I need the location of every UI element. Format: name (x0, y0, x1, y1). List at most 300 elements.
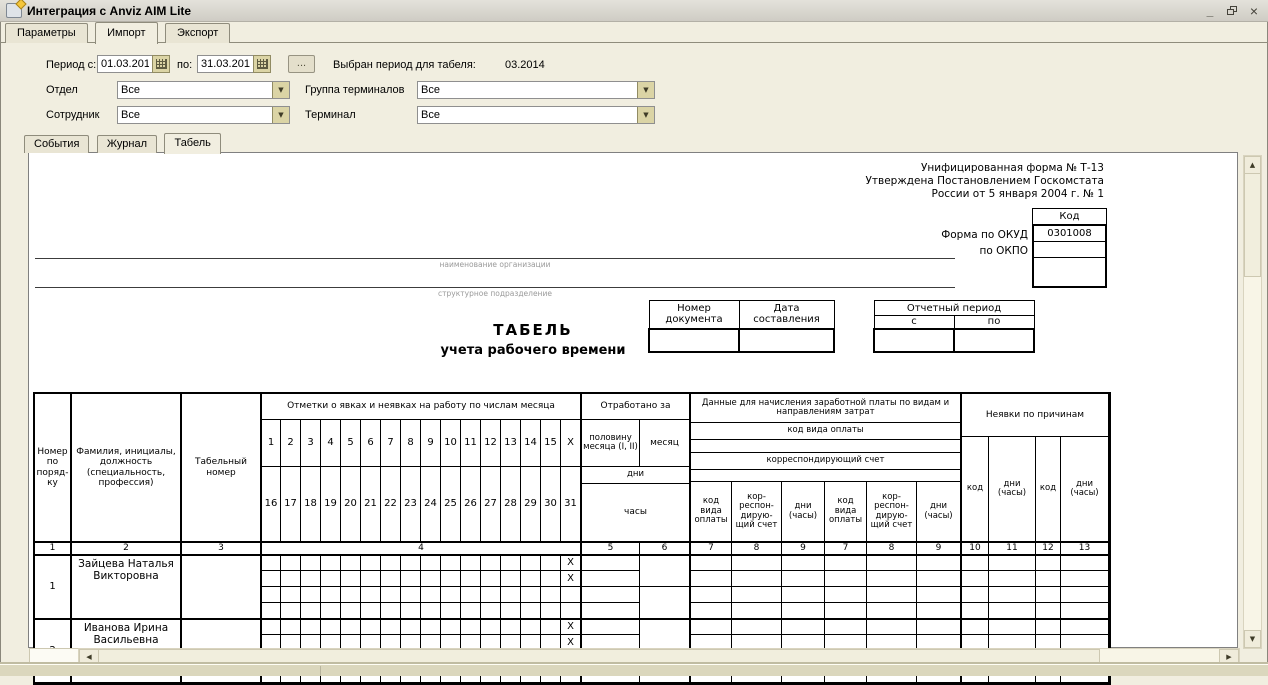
form-title-sub: учета рабочего времени (440, 343, 626, 358)
minimize-button[interactable]: _ (1206, 3, 1214, 18)
day-cell (361, 603, 381, 619)
ts-empty-cell (732, 555, 782, 571)
col-header: код (961, 437, 989, 542)
day-cell (361, 587, 381, 603)
day-cell (501, 555, 521, 571)
vertical-scroll-thumb[interactable] (1244, 173, 1261, 277)
day-header-cell: 26 (461, 467, 481, 542)
day-cell (561, 587, 581, 603)
employee-combo-value: Все (121, 109, 140, 121)
ts-empty-cell (782, 619, 825, 635)
col-header: Номер по поряд-ку (35, 394, 71, 542)
calendar-icon (156, 59, 167, 69)
ts-empty-cell (581, 587, 640, 603)
code-box-empty-cell (1034, 258, 1105, 286)
ts-empty-cell (640, 619, 690, 651)
ts-empty-cell (961, 571, 989, 587)
col-number: 3 (181, 542, 261, 555)
report-period-from-header: с (874, 316, 954, 329)
day-header-cell: 4 (321, 420, 341, 467)
code-box (1032, 208, 1107, 288)
day-cell (341, 603, 361, 619)
day-cell (541, 587, 561, 603)
period-from-label: Период с: (46, 59, 97, 71)
triangle-right-icon: ▶ (1226, 652, 1232, 661)
ts-empty-cell (961, 555, 989, 571)
chosen-period-label: Выбран период для табеля: (333, 59, 476, 71)
terminal-label: Терминал (305, 109, 356, 121)
terminal-combo-dropdown-button[interactable] (637, 107, 654, 123)
horizontal-scroll-thumb[interactable] (98, 649, 1100, 665)
day-cell (441, 619, 461, 635)
chevron-down-icon: ▼ (643, 85, 649, 94)
day-cell (281, 571, 301, 587)
day-cell (521, 603, 541, 619)
day-header-cell: X (561, 420, 581, 467)
col-header: дни (часы) (782, 482, 825, 542)
ts-empty-cell (1061, 555, 1109, 571)
day-header-cell: 5 (341, 420, 361, 467)
employee-label: Сотрудник (46, 109, 100, 121)
day-cell (541, 555, 561, 571)
day-cell (461, 571, 481, 587)
close-button[interactable]: × (1249, 2, 1259, 19)
col-number: 5 (581, 542, 640, 555)
window-title: Интеграция с Anviz AIM Lite (27, 3, 192, 18)
ts-empty-cell (867, 555, 917, 571)
ts-empty-cell (732, 571, 782, 587)
ts-empty-cell (640, 587, 690, 619)
ts-empty-cell (917, 587, 961, 603)
ts-empty-cell (782, 603, 825, 619)
day-cell (341, 619, 361, 635)
chevron-down-icon: ▼ (278, 110, 284, 119)
day-header-cell: 12 (481, 420, 501, 467)
col-number: 9 (917, 542, 961, 555)
ts-empty-cell (782, 571, 825, 587)
ts-empty-cell (917, 571, 961, 587)
report-period-box (873, 300, 1035, 353)
scroll-right-button[interactable] (1219, 649, 1239, 665)
vertical-scrollbar[interactable] (1243, 155, 1262, 649)
day-cell (541, 603, 561, 619)
day-header-cell: 23 (401, 467, 421, 542)
x-mark-cell: X (561, 555, 581, 571)
ts-empty-cell (961, 619, 989, 635)
day-cell (421, 603, 441, 619)
col-number: 8 (732, 542, 782, 555)
col-header: кор-респон-дирую-щий счет (732, 482, 782, 542)
day-cell (261, 587, 281, 603)
day-cell (301, 619, 321, 635)
col-header: Табельный номер (181, 394, 261, 542)
day-cell (381, 571, 401, 587)
col-header: корреспондирующий счет (690, 453, 961, 470)
ts-empty-cell (581, 571, 640, 587)
day-cell (341, 571, 361, 587)
ts-empty-cell (1061, 571, 1109, 587)
ts-empty-cell (581, 619, 640, 635)
day-header-cell: 13 (501, 420, 521, 467)
day-cell (321, 587, 341, 603)
chevron-down-icon: ▼ (643, 110, 649, 119)
day-cell (361, 571, 381, 587)
period-from-calendar-button[interactable] (152, 55, 170, 73)
ts-empty-cell (690, 571, 732, 587)
absence-caption: Неявки по причинам (961, 394, 1109, 437)
col-header: половину месяца (I, II) (581, 420, 640, 467)
ts-empty-cell (581, 555, 640, 571)
period-to-label: по: (177, 59, 193, 71)
col-number: 4 (261, 542, 581, 555)
day-cell (501, 619, 521, 635)
ts-empty-cell (640, 555, 690, 587)
day-cell (401, 603, 421, 619)
day-cell (341, 587, 361, 603)
ts-empty-cell (581, 603, 640, 619)
employee-combo-dropdown-button[interactable] (272, 107, 289, 123)
t13-header-lines (865, 162, 1104, 201)
day-cell (441, 555, 461, 571)
code-box-title: Код (1032, 208, 1107, 225)
day-cell (361, 619, 381, 635)
scroll-up-button[interactable] (1244, 156, 1261, 174)
ts-empty-cell (917, 619, 961, 635)
day-cell (261, 555, 281, 571)
col-header: дни (часы) (917, 482, 961, 542)
day-header-cell: 29 (521, 467, 541, 542)
day-cell (401, 619, 421, 635)
day-cell (481, 571, 501, 587)
day-cell (421, 587, 441, 603)
col-header: дни (581, 467, 690, 484)
doc-date-value (739, 329, 834, 352)
day-cell (541, 571, 561, 587)
day-header-cell: 7 (381, 420, 401, 467)
calendar-icon (257, 59, 268, 69)
timesheet-grid (33, 392, 1111, 685)
ts-empty-cell (1036, 619, 1061, 635)
tab-timesheet[interactable]: Табель (164, 133, 220, 154)
ts-empty-cell (989, 603, 1036, 619)
ts-empty-cell (690, 587, 732, 603)
ts-empty-cell (961, 587, 989, 603)
day-header-cell: 17 (281, 467, 301, 542)
ts-empty-cell (917, 603, 961, 619)
day-cell (521, 619, 541, 635)
termgroup-label: Группа терминалов (305, 84, 405, 96)
timesheet-form-panel (28, 152, 1238, 648)
status-bar (0, 664, 1268, 676)
col-number: 12 (1036, 542, 1061, 555)
ts-empty-cell (867, 619, 917, 635)
ts-empty-cell (1036, 555, 1061, 571)
day-header-cell: 15 (541, 420, 561, 467)
x-mark-cell: X (561, 571, 581, 587)
day-cell (281, 603, 301, 619)
tab-events[interactable]: События (24, 135, 89, 153)
col-header: код вида оплаты (825, 482, 867, 542)
day-cell (401, 571, 421, 587)
period-from-field[interactable] (97, 55, 153, 73)
document-number-box (648, 300, 835, 353)
day-cell (461, 555, 481, 571)
day-header-cell: 31 (561, 467, 581, 542)
day-cell (461, 619, 481, 635)
report-period-from-value (874, 329, 954, 352)
period-more-button[interactable]: ... (288, 55, 315, 73)
row-number: 1 (35, 555, 71, 619)
day-cell (261, 619, 281, 635)
terminal-combo[interactable] (417, 106, 655, 124)
day-cell (301, 571, 321, 587)
tab-import[interactable]: Импорт (95, 22, 157, 44)
doc-date-header: Дата составления (739, 301, 834, 329)
app-form-icon (6, 3, 22, 18)
ts-empty-cell (690, 440, 961, 453)
ts-empty-cell (690, 603, 732, 619)
chosen-period-value: 03.2014 (505, 59, 545, 71)
day-header-cell: 16 (261, 467, 281, 542)
day-cell (481, 587, 501, 603)
day-cell (521, 587, 541, 603)
day-cell (421, 619, 441, 635)
termgroup-combo[interactable] (417, 81, 655, 99)
dept-combo-value: Все (121, 84, 140, 96)
ts-empty-cell (1036, 587, 1061, 603)
day-header-cell: 2 (281, 420, 301, 467)
ts-empty-cell (1036, 571, 1061, 587)
terminal-combo-value: Все (421, 109, 440, 121)
termgroup-combo-value: Все (421, 84, 440, 96)
tab-number-cell (181, 555, 261, 619)
main-tab-strip (0, 22, 1268, 43)
ts-empty-cell (690, 555, 732, 571)
employee-name: Зайцева Наталья Викторовна (71, 555, 181, 619)
period-to-calendar-button[interactable] (253, 55, 271, 73)
t13-header-line: Унифицированная форма № Т-13 (921, 162, 1104, 174)
day-cell (521, 555, 541, 571)
col-number: 9 (782, 542, 825, 555)
day-cell (261, 603, 281, 619)
day-header-cell: 9 (421, 420, 441, 467)
day-header-cell: 21 (361, 467, 381, 542)
dept-combo-dropdown-button[interactable] (272, 82, 289, 98)
triangle-up-icon: ▲ (1249, 160, 1256, 169)
day-header-cell: 19 (321, 467, 341, 542)
okpo-value (1034, 242, 1105, 258)
ts-empty-cell (782, 555, 825, 571)
ts-empty-cell (989, 571, 1036, 587)
day-cell (281, 587, 301, 603)
col-number: 7 (825, 542, 867, 555)
col-header: Фамилия, инициалы, должность (специальность, профессия) (71, 394, 181, 542)
ts-empty-cell (690, 470, 961, 482)
day-cell (381, 603, 401, 619)
ts-empty-cell (1061, 587, 1109, 603)
triangle-left-icon: ◀ (86, 652, 92, 661)
ts-empty-cell (961, 603, 989, 619)
ts-empty-cell (825, 571, 867, 587)
x-mark-cell: X (561, 619, 581, 635)
tab-export[interactable]: Экспорт (165, 23, 230, 43)
termgroup-combo-dropdown-button[interactable] (637, 82, 654, 98)
day-header-cell: 1 (261, 420, 281, 467)
restore-button[interactable] (1224, 4, 1240, 18)
dept-label: Отдел (46, 84, 78, 96)
day-header-cell: 8 (401, 420, 421, 467)
day-cell (541, 619, 561, 635)
day-cell (281, 619, 301, 635)
dept-combo[interactable] (117, 81, 290, 99)
ts-empty-cell (867, 571, 917, 587)
org-dept-caption: структурное подразделение (438, 289, 552, 298)
org-name-line (35, 258, 955, 259)
ts-empty-cell (989, 587, 1036, 603)
col-number: 7 (690, 542, 732, 555)
tab-journal[interactable]: Журнал (97, 135, 157, 153)
ts-empty-cell (1061, 603, 1109, 619)
day-header-cell: 14 (521, 420, 541, 467)
day-header-cell: 11 (461, 420, 481, 467)
ts-empty-cell (989, 555, 1036, 571)
day-cell (361, 555, 381, 571)
ts-empty-cell (989, 619, 1036, 635)
ts-empty-cell (732, 587, 782, 603)
col-header: дни (часы) (1061, 437, 1109, 542)
triangle-down-icon: ▼ (1249, 634, 1256, 643)
col-header: код вида оплаты (690, 482, 732, 542)
day-cell (401, 587, 421, 603)
day-cell (441, 571, 461, 587)
day-cell (321, 619, 341, 635)
col-number: 6 (640, 542, 690, 555)
day-header-cell: 18 (301, 467, 321, 542)
period-to-field[interactable] (197, 55, 254, 73)
ts-empty-cell (732, 619, 782, 635)
col-header: часы (581, 484, 690, 542)
day-header-cell: 25 (441, 467, 461, 542)
t13-header-line: России от 5 января 2004 г. № 1 (931, 188, 1104, 200)
okpo-label: по ОКПО (979, 245, 1028, 257)
day-cell (281, 555, 301, 571)
day-cell (321, 555, 341, 571)
day-cell (441, 587, 461, 603)
col-header: код (1036, 437, 1061, 542)
x-mark-cell: X (561, 635, 581, 651)
day-header-cell: 27 (481, 467, 501, 542)
col-number: 1 (35, 542, 71, 555)
okud-value: 0301008 (1034, 226, 1105, 242)
doc-number-header: Номер документа (649, 301, 739, 329)
t13-header-line: Утверждена Постановлением Госкомстата (865, 175, 1104, 187)
day-cell (461, 603, 481, 619)
day-header-cell: 10 (441, 420, 461, 467)
employee-name: Иванова Ирина Васильевна (71, 619, 181, 683)
col-number: 11 (989, 542, 1036, 555)
ts-empty-cell (867, 603, 917, 619)
day-header-cell: 28 (501, 467, 521, 542)
ts-empty-cell (825, 587, 867, 603)
day-cell (381, 587, 401, 603)
ts-empty-cell (732, 603, 782, 619)
day-cell (481, 555, 501, 571)
day-cell (521, 571, 541, 587)
day-cell (421, 571, 441, 587)
ts-empty-cell (1036, 603, 1061, 619)
day-header-cell: 22 (381, 467, 401, 542)
col-header: кор-респон-дирую-щий счет (867, 482, 917, 542)
day-cell (461, 587, 481, 603)
ts-empty-cell (690, 619, 732, 635)
org-dept-line (35, 287, 955, 288)
col-number: 13 (1061, 542, 1109, 555)
ts-empty-cell (917, 555, 961, 571)
window-titlebar (0, 0, 1268, 22)
day-cell (321, 571, 341, 587)
scroll-down-button[interactable] (1244, 630, 1261, 648)
day-cell (481, 619, 501, 635)
day-cell (481, 603, 501, 619)
report-period-to-header: по (954, 316, 1034, 329)
ts-empty-cell (1061, 619, 1109, 635)
org-name-caption: наименование организации (439, 260, 551, 269)
report-period-title: Отчетный период (874, 301, 1034, 316)
day-cell (301, 587, 321, 603)
day-cell (321, 603, 341, 619)
inner-tab-strip (24, 133, 224, 152)
ts-empty-cell (825, 555, 867, 571)
day-header-cell: 3 (301, 420, 321, 467)
worked-caption: Отработано за (581, 394, 690, 420)
day-cell (261, 571, 281, 587)
employee-combo[interactable] (117, 106, 290, 124)
col-header: дни (часы) (989, 437, 1036, 542)
ts-empty-cell (825, 603, 867, 619)
chevron-down-icon: ▼ (278, 85, 284, 94)
form-title-main: ТАБЕЛЬ (493, 321, 573, 339)
day-cell (301, 555, 321, 571)
report-period-to-value (954, 329, 1034, 352)
col-number: 8 (867, 542, 917, 555)
day-cell (421, 555, 441, 571)
scroll-left-button[interactable] (79, 649, 99, 665)
col-number: 2 (71, 542, 181, 555)
okud-label: Форма по ОКУД (941, 229, 1028, 241)
restore-icon (1227, 6, 1237, 15)
pay-caption: Данные для начисления заработной платы по видам и направлениям затрат (690, 394, 961, 423)
day-header-cell: 30 (541, 467, 561, 542)
day-cell (561, 603, 581, 619)
day-header-cell: 20 (341, 467, 361, 542)
day-cell (401, 555, 421, 571)
doc-number-value (649, 329, 739, 352)
days-caption: Отметки о явках и неявках на работу по числам месяца (261, 394, 581, 420)
day-cell (341, 555, 361, 571)
col-header: код вида оплаты (690, 423, 961, 440)
day-cell (501, 587, 521, 603)
ts-empty-cell (782, 587, 825, 603)
day-cell (501, 603, 521, 619)
day-header-cell: 6 (361, 420, 381, 467)
day-cell (381, 555, 401, 571)
tab-parameters[interactable]: Параметры (5, 23, 88, 43)
day-cell (501, 571, 521, 587)
day-cell (441, 603, 461, 619)
day-cell (301, 603, 321, 619)
day-header-cell: 24 (421, 467, 441, 542)
day-cell (381, 619, 401, 635)
